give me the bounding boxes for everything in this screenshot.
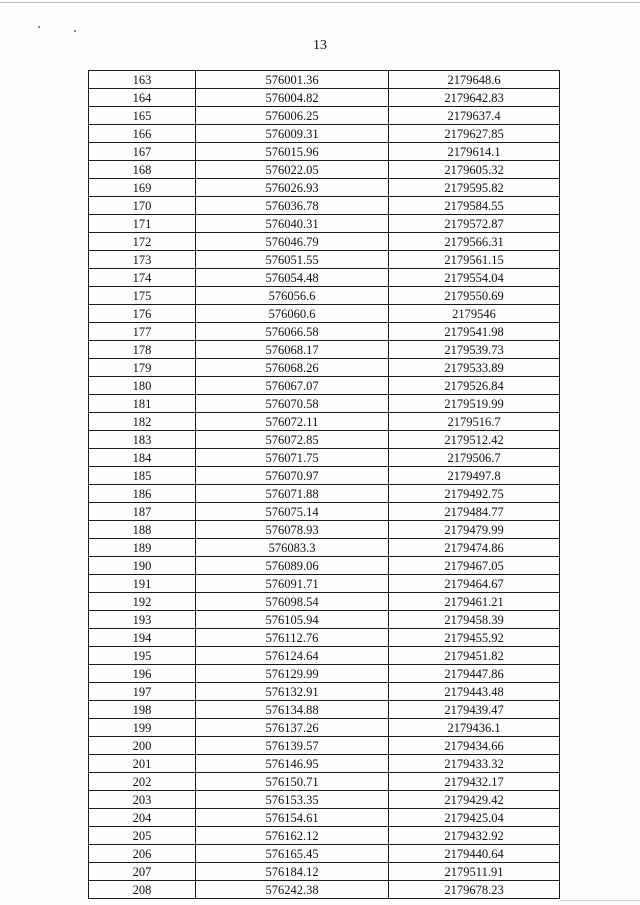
table-row [89, 467, 560, 485]
y-coordinate-cell: 2179678.23 [389, 881, 560, 899]
table-row [89, 539, 560, 557]
point-number-cell: 169 [89, 179, 196, 197]
point-number-cell: 189 [89, 539, 196, 557]
table-row [89, 359, 560, 377]
y-coordinate-cell: 2179432.92 [389, 827, 560, 845]
x-coordinate-cell: 576071.75 [196, 449, 389, 467]
table-row [89, 143, 560, 161]
x-coordinate-cell: 576083.3 [196, 539, 389, 557]
table-row [89, 701, 560, 719]
x-coordinate-cell: 576112.76 [196, 629, 389, 647]
point-number-cell: 197 [89, 683, 196, 701]
x-coordinate-cell: 576046.79 [196, 233, 389, 251]
x-coordinate-cell: 576036.78 [196, 197, 389, 215]
point-number-cell: 206 [89, 845, 196, 863]
x-coordinate-cell: 576056.6 [196, 287, 389, 305]
x-coordinate-cell: 576137.26 [196, 719, 389, 737]
y-coordinate-cell: 2179584.55 [389, 197, 560, 215]
scan-bottom-edge [560, 900, 640, 901]
x-coordinate-cell: 576184.12 [196, 863, 389, 881]
x-coordinate-cell: 576022.05 [196, 161, 389, 179]
x-coordinate-cell: 576070.58 [196, 395, 389, 413]
x-coordinate-cell: 576153.35 [196, 791, 389, 809]
x-coordinate-cell: 576242.38 [196, 881, 389, 899]
point-number-cell: 163 [89, 71, 196, 89]
y-coordinate-cell: 2179440.64 [389, 845, 560, 863]
x-coordinate-cell: 576129.99 [196, 665, 389, 683]
table-row [89, 449, 560, 467]
table-row [89, 413, 560, 431]
y-coordinate-cell: 2179433.32 [389, 755, 560, 773]
coordinates-table-body [89, 71, 560, 899]
table-row [89, 125, 560, 143]
point-number-cell: 173 [89, 251, 196, 269]
table-row [89, 323, 560, 341]
x-coordinate-cell: 576006.25 [196, 107, 389, 125]
y-coordinate-cell: 2179484.77 [389, 503, 560, 521]
point-number-cell: 192 [89, 593, 196, 611]
table-row [89, 665, 560, 683]
point-number-cell: 170 [89, 197, 196, 215]
point-number-cell: 202 [89, 773, 196, 791]
x-coordinate-cell: 576054.48 [196, 269, 389, 287]
point-number-cell: 205 [89, 827, 196, 845]
x-coordinate-cell: 576072.11 [196, 413, 389, 431]
x-coordinate-cell: 576040.31 [196, 215, 389, 233]
point-number-cell: 183 [89, 431, 196, 449]
table-row [89, 395, 560, 413]
y-coordinate-cell: 2179425.04 [389, 809, 560, 827]
y-coordinate-cell: 2179539.73 [389, 341, 560, 359]
y-coordinate-cell: 2179526.84 [389, 377, 560, 395]
x-coordinate-cell: 576004.82 [196, 89, 389, 107]
y-coordinate-cell: 2179546 [389, 305, 560, 323]
point-number-cell: 199 [89, 719, 196, 737]
coordinates-table [88, 70, 560, 899]
y-coordinate-cell: 2179550.69 [389, 287, 560, 305]
table-row [89, 737, 560, 755]
table-row [89, 809, 560, 827]
y-coordinate-cell: 2179439.47 [389, 701, 560, 719]
y-coordinate-cell: 2179464.67 [389, 575, 560, 593]
y-coordinate-cell: 2179595.82 [389, 179, 560, 197]
x-coordinate-cell: 576165.45 [196, 845, 389, 863]
x-coordinate-cell: 576150.71 [196, 773, 389, 791]
x-coordinate-cell: 576051.55 [196, 251, 389, 269]
table-row [89, 305, 560, 323]
y-coordinate-cell: 2179506.7 [389, 449, 560, 467]
x-coordinate-cell: 576089.06 [196, 557, 389, 575]
y-coordinate-cell: 2179572.87 [389, 215, 560, 233]
x-coordinate-cell: 576098.54 [196, 593, 389, 611]
table-row [89, 521, 560, 539]
point-number-cell: 200 [89, 737, 196, 755]
y-coordinate-cell: 2179461.21 [389, 593, 560, 611]
point-number-cell: 198 [89, 701, 196, 719]
table-row [89, 89, 560, 107]
y-coordinate-cell: 2179443.48 [389, 683, 560, 701]
x-coordinate-cell: 576026.93 [196, 179, 389, 197]
table-row [89, 287, 560, 305]
table-row [89, 773, 560, 791]
y-coordinate-cell: 2179474.86 [389, 539, 560, 557]
y-coordinate-cell: 2179492.75 [389, 485, 560, 503]
y-coordinate-cell: 2179436.1 [389, 719, 560, 737]
y-coordinate-cell: 2179541.98 [389, 323, 560, 341]
y-coordinate-cell: 2179429.42 [389, 791, 560, 809]
x-coordinate-cell: 576070.97 [196, 467, 389, 485]
point-number-cell: 179 [89, 359, 196, 377]
y-coordinate-cell: 2179605.32 [389, 161, 560, 179]
table-row [89, 377, 560, 395]
point-number-cell: 164 [89, 89, 196, 107]
point-number-cell: 203 [89, 791, 196, 809]
page-number: 13 [313, 38, 327, 53]
table-row [89, 719, 560, 737]
y-coordinate-cell: 2179533.89 [389, 359, 560, 377]
point-number-cell: 204 [89, 809, 196, 827]
table-row [89, 683, 560, 701]
point-number-cell: 178 [89, 341, 196, 359]
table-row [89, 269, 560, 287]
x-coordinate-cell: 576071.88 [196, 485, 389, 503]
x-coordinate-cell: 576067.07 [196, 377, 389, 395]
table-row [89, 341, 560, 359]
x-coordinate-cell: 576134.88 [196, 701, 389, 719]
x-coordinate-cell: 576139.57 [196, 737, 389, 755]
table-row [89, 629, 560, 647]
y-coordinate-cell: 2179648.6 [389, 71, 560, 89]
y-coordinate-cell: 2179566.31 [389, 233, 560, 251]
x-coordinate-cell: 576078.93 [196, 521, 389, 539]
point-number-cell: 207 [89, 863, 196, 881]
table-row [89, 557, 560, 575]
y-coordinate-cell: 2179561.15 [389, 251, 560, 269]
y-coordinate-cell: 2179627.85 [389, 125, 560, 143]
table-row [89, 647, 560, 665]
x-coordinate-cell: 576009.31 [196, 125, 389, 143]
x-coordinate-cell: 576162.12 [196, 827, 389, 845]
x-coordinate-cell: 576091.71 [196, 575, 389, 593]
y-coordinate-cell: 2179637.4 [389, 107, 560, 125]
point-number-cell: 194 [89, 629, 196, 647]
point-number-cell: 193 [89, 611, 196, 629]
table-row [89, 251, 560, 269]
x-coordinate-cell: 576124.64 [196, 647, 389, 665]
point-number-cell: 187 [89, 503, 196, 521]
table-row [89, 107, 560, 125]
y-coordinate-cell: 2179432.17 [389, 773, 560, 791]
point-number-cell: 184 [89, 449, 196, 467]
table-row [89, 827, 560, 845]
y-coordinate-cell: 2179519.99 [389, 395, 560, 413]
point-number-cell: 186 [89, 485, 196, 503]
y-coordinate-cell: 2179516.7 [389, 413, 560, 431]
table-row [89, 611, 560, 629]
y-coordinate-cell: 2179497.8 [389, 467, 560, 485]
point-number-cell: 188 [89, 521, 196, 539]
table-row [89, 845, 560, 863]
table-row [89, 71, 560, 89]
table-row [89, 179, 560, 197]
point-number-cell: 185 [89, 467, 196, 485]
table-row [89, 755, 560, 773]
table-row [89, 503, 560, 521]
y-coordinate-cell: 2179447.86 [389, 665, 560, 683]
point-number-cell: 165 [89, 107, 196, 125]
x-coordinate-cell: 576154.61 [196, 809, 389, 827]
point-number-cell: 177 [89, 323, 196, 341]
point-number-cell: 196 [89, 665, 196, 683]
y-coordinate-cell: 2179479.99 [389, 521, 560, 539]
scan-top-edge [0, 2, 640, 3]
x-coordinate-cell: 576060.6 [196, 305, 389, 323]
x-coordinate-cell: 576072.85 [196, 431, 389, 449]
point-number-cell: 174 [89, 269, 196, 287]
x-coordinate-cell: 576001.36 [196, 71, 389, 89]
table-row [89, 881, 560, 899]
point-number-cell: 191 [89, 575, 196, 593]
table-row [89, 431, 560, 449]
point-number-cell: 208 [89, 881, 196, 899]
table-row [89, 215, 560, 233]
table-row [89, 485, 560, 503]
y-coordinate-cell: 2179511.91 [389, 863, 560, 881]
x-coordinate-cell: 576066.58 [196, 323, 389, 341]
point-number-cell: 195 [89, 647, 196, 665]
table-row [89, 233, 560, 251]
y-coordinate-cell: 2179554.04 [389, 269, 560, 287]
x-coordinate-cell: 576105.94 [196, 611, 389, 629]
table-row [89, 791, 560, 809]
point-number-cell: 181 [89, 395, 196, 413]
x-coordinate-cell: 576015.96 [196, 143, 389, 161]
x-coordinate-cell: 576068.26 [196, 359, 389, 377]
point-number-cell: 168 [89, 161, 196, 179]
table-row [89, 863, 560, 881]
scan-speck [74, 30, 76, 32]
point-number-cell: 176 [89, 305, 196, 323]
point-number-cell: 171 [89, 215, 196, 233]
point-number-cell: 172 [89, 233, 196, 251]
point-number-cell: 182 [89, 413, 196, 431]
x-coordinate-cell: 576132.91 [196, 683, 389, 701]
table-row [89, 593, 560, 611]
x-coordinate-cell: 576075.14 [196, 503, 389, 521]
y-coordinate-cell: 2179642.83 [389, 89, 560, 107]
y-coordinate-cell: 2179512.42 [389, 431, 560, 449]
table-row [89, 197, 560, 215]
table-row [89, 161, 560, 179]
point-number-cell: 166 [89, 125, 196, 143]
y-coordinate-cell: 2179451.82 [389, 647, 560, 665]
point-number-cell: 190 [89, 557, 196, 575]
point-number-cell: 175 [89, 287, 196, 305]
y-coordinate-cell: 2179467.05 [389, 557, 560, 575]
y-coordinate-cell: 2179434.66 [389, 737, 560, 755]
table-row [89, 575, 560, 593]
y-coordinate-cell: 2179614.1 [389, 143, 560, 161]
scan-speck [38, 26, 40, 28]
y-coordinate-cell: 2179458.39 [389, 611, 560, 629]
x-coordinate-cell: 576146.95 [196, 755, 389, 773]
point-number-cell: 167 [89, 143, 196, 161]
point-number-cell: 201 [89, 755, 196, 773]
x-coordinate-cell: 576068.17 [196, 341, 389, 359]
point-number-cell: 180 [89, 377, 196, 395]
y-coordinate-cell: 2179455.92 [389, 629, 560, 647]
